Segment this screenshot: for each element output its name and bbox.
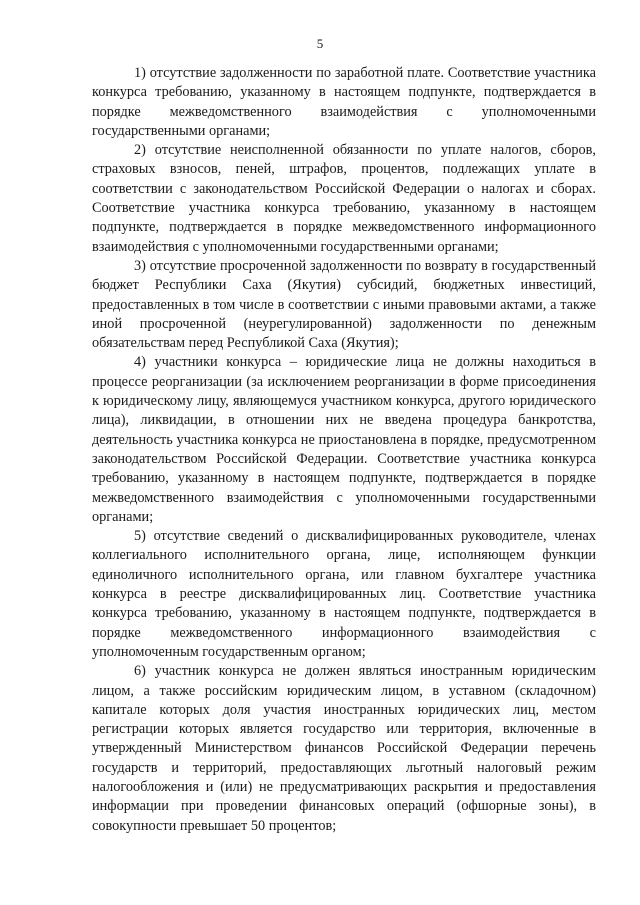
- paragraph-requirement-1: 1) отсутствие задолженности по заработной плате. Соответствие участника конкурса требованию, указанному в настоящем подпункте, подтверждается в порядке межведомственного взаимодействия с уполномоченными государственными органами;: [92, 65, 596, 139]
- paragraph-requirement-5: 5) отсутствие сведений о дисквалифицированных руководителе, членах коллегиального исполнительного органа, лице, исполняющем функции единоличного исполнительного органа, или главном бухгалтере участника конкурса в реестре дисквалифицированных лиц. Соответствие участника конкурса требованию, указанному в настоящем подпункте, подтверждается в порядке межведомственного информационного взаимодействия с уполномоченным государственным органом;: [92, 528, 596, 660]
- paragraph-requirement-6: 6) участник конкурса не должен являться иностранным юридическим лицом, а также российским юридическим лицом, в уставном (складочном) капитале которых доля участия иностранных юридических лиц, местом регистрации которых является государство или территория, включенные в утвержденный Министерством финансов Российской Федерации перечень государств и территорий, предоставляющих льготный налоговый режим налогообложения и (или) не предусматривающих раскрытия и предоставления информации при проведении финансовых операций (офшорные зоны), в совокупности превышает 50 процентов;: [92, 663, 596, 834]
- paragraph-requirement-2: 2) отсутствие неисполненной обязанности по уплате налогов, сборов, страховых взносов, пеней, штрафов, процентов, подлежащих уплате в соответствии с законодательством Российской Федерации о налогах и сборах. Соответствие участника конкурса требованию, указанному в настоящем подпункте, подтверждается в порядке межведомственного информационного взаимодействия с уполномоченными государственными органами;: [92, 142, 596, 255]
- paragraph-requirement-3: 3) отсутствие просроченной задолженности по возврату в государственный бюджет Республики Саха (Якутия) субсидий, бюджетных инвестиций, предоставленных в том числе в соответствии с иными правовыми актами, а также иной просроченной (неурегулированной) задолженности по денежным обязательствам перед Республикой Саха (Якутия);: [92, 257, 596, 352]
- paragraph-requirement-4: 4) участники конкурса – юридические лица не должны находиться в процессе реорганизации (за исключением реорганизации в форме присоединения к юридическому лицу, являющемуся участником конкурса, другого юридического лица), ликвидации, в отношении них не введена процедура банкротства, деятельность участника конкурса не приостановлена в порядке, предусмотренном законодательством Российской Федерации. Соответствие участника конкурса требованию, указанному в настоящем подпункте, подтверждается в порядке межведомственного взаимодействия с уполномоченными государственными органами;: [92, 354, 596, 525]
- document-body: [92, 64, 596, 836]
- page-number: 5: [316, 36, 324, 51]
